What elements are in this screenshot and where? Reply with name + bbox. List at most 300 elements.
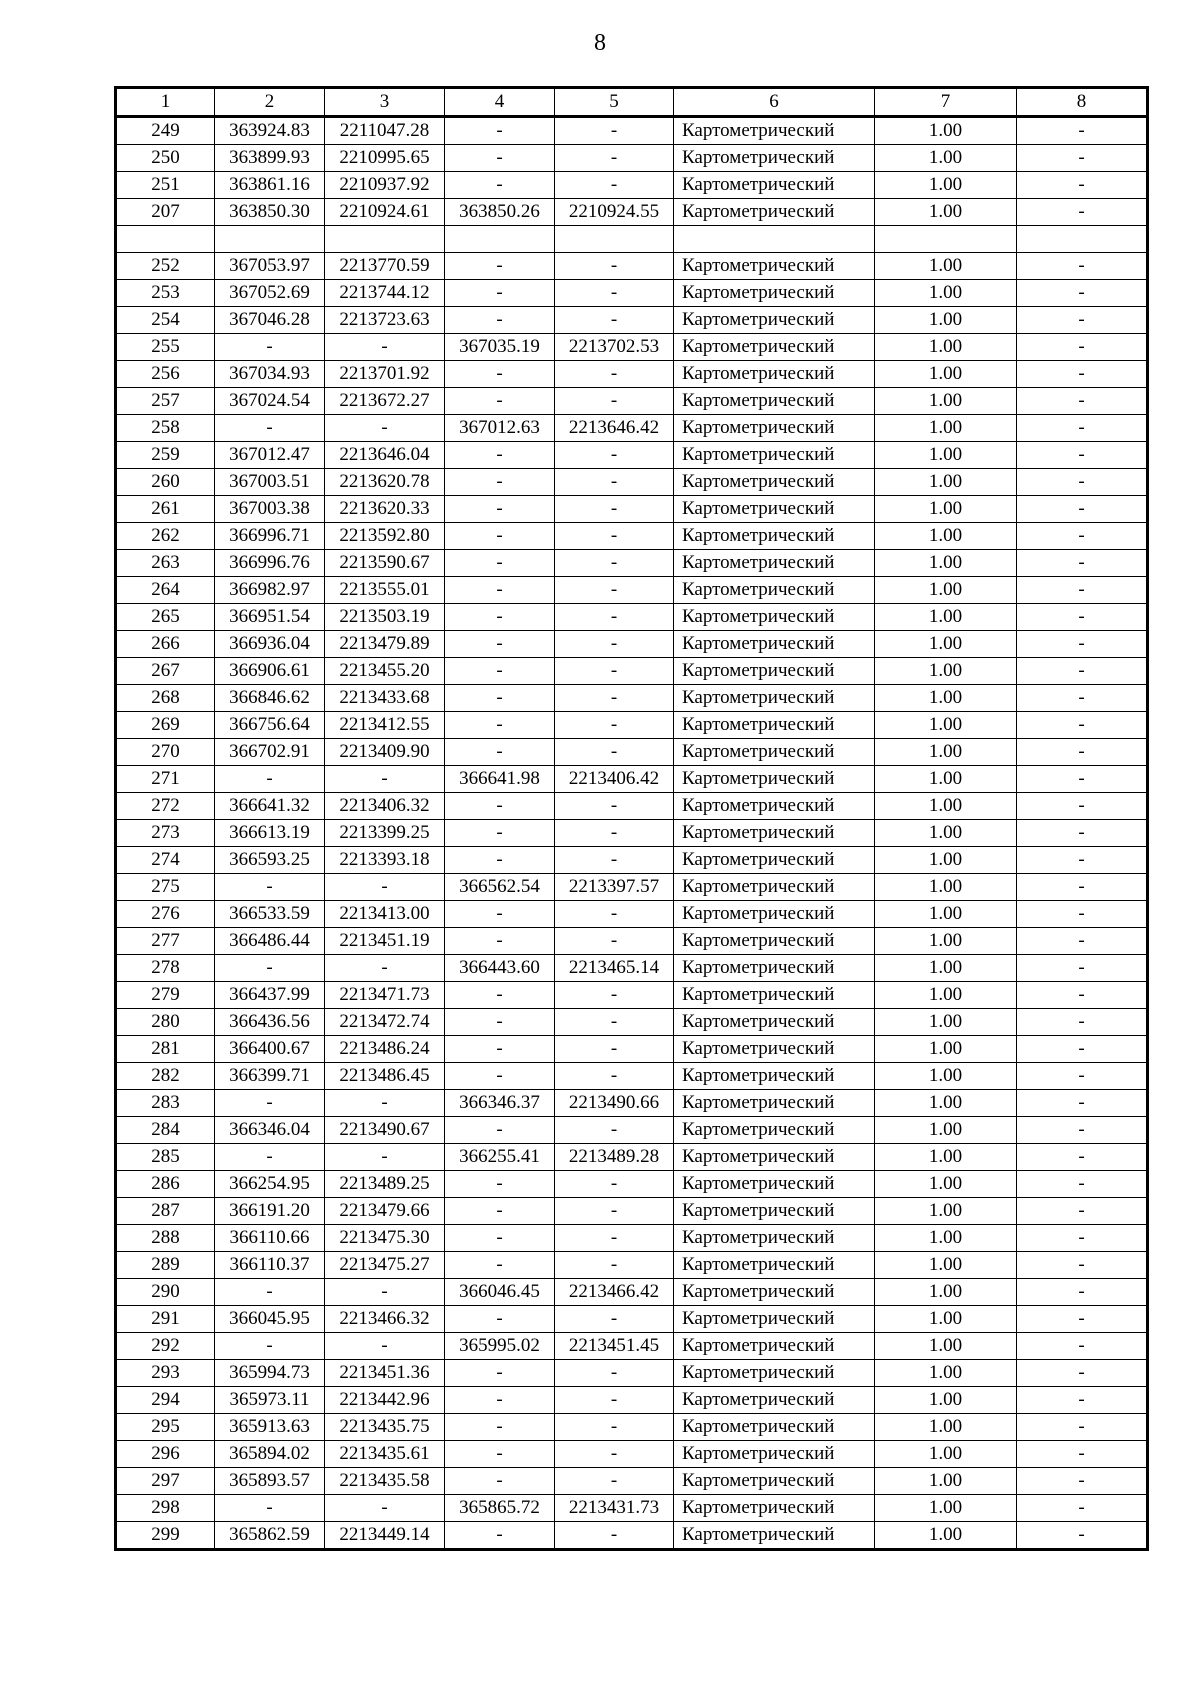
method-cell: Картометрический — [674, 820, 875, 847]
table-row — [116, 955, 1148, 982]
existing-y-cell: 2213475.27 — [325, 1252, 445, 1279]
point-number-cell: 249 — [116, 117, 215, 145]
accuracy-cell: 1.00 — [875, 820, 1017, 847]
existing-y-cell: 2213486.24 — [325, 1036, 445, 1063]
method-cell: Картометрический — [674, 1225, 875, 1252]
description-cell: - — [1017, 712, 1148, 739]
table-row — [116, 1225, 1148, 1252]
point-number-cell: 269 — [116, 712, 215, 739]
method-cell: Картометрический — [674, 793, 875, 820]
existing-y-cell: 2213393.18 — [325, 847, 445, 874]
point-number-cell: 270 — [116, 739, 215, 766]
existing-y-cell: - — [325, 1090, 445, 1117]
existing-x-cell: 365893.57 — [215, 1468, 325, 1495]
point-number-cell: 281 — [116, 1036, 215, 1063]
existing-x-cell: 366110.37 — [215, 1252, 325, 1279]
new-x-cell: - — [445, 982, 555, 1009]
new-y-cell: - — [555, 117, 674, 145]
point-number-cell: 254 — [116, 307, 215, 334]
new-x-cell: - — [445, 442, 555, 469]
new-x-cell: - — [445, 1036, 555, 1063]
coordinates-table — [114, 86, 1149, 1551]
point-number-cell: 266 — [116, 631, 215, 658]
column-header: 4 — [445, 88, 555, 117]
accuracy-cell: 1.00 — [875, 415, 1017, 442]
method-cell: Картометрический — [674, 577, 875, 604]
new-y-cell: 2213702.53 — [555, 334, 674, 361]
existing-y-cell: 2213466.32 — [325, 1306, 445, 1333]
existing-x-cell: 366400.67 — [215, 1036, 325, 1063]
existing-y-cell: 2213442.96 — [325, 1387, 445, 1414]
existing-y-cell: 2213413.00 — [325, 901, 445, 928]
existing-y-cell: 2213620.33 — [325, 496, 445, 523]
existing-y-cell: 2213435.58 — [325, 1468, 445, 1495]
new-y-cell: 2213431.73 — [555, 1495, 674, 1522]
method-cell: Картометрический — [674, 955, 875, 982]
existing-x-cell — [215, 226, 325, 253]
existing-y-cell: 2213475.30 — [325, 1225, 445, 1252]
table-body — [116, 117, 1148, 1550]
table-row — [116, 415, 1148, 442]
table-row — [116, 496, 1148, 523]
existing-y-cell: 2213472.74 — [325, 1009, 445, 1036]
method-cell: Картометрический — [674, 766, 875, 793]
table-row — [116, 1063, 1148, 1090]
description-cell: - — [1017, 982, 1148, 1009]
method-cell: Картометрический — [674, 1090, 875, 1117]
table-row — [116, 1360, 1148, 1387]
description-cell: - — [1017, 1144, 1148, 1171]
description-cell: - — [1017, 739, 1148, 766]
accuracy-cell: 1.00 — [875, 1522, 1017, 1550]
description-cell: - — [1017, 955, 1148, 982]
method-cell: Картометрический — [674, 739, 875, 766]
table-row — [116, 739, 1148, 766]
accuracy-cell: 1.00 — [875, 550, 1017, 577]
new-y-cell: - — [555, 361, 674, 388]
table-row — [116, 388, 1148, 415]
table-row — [116, 1198, 1148, 1225]
point-number-cell: 294 — [116, 1387, 215, 1414]
point-number-cell: 268 — [116, 685, 215, 712]
description-cell: - — [1017, 874, 1148, 901]
new-x-cell: 366443.60 — [445, 955, 555, 982]
accuracy-cell: 1.00 — [875, 577, 1017, 604]
accuracy-cell: 1.00 — [875, 1171, 1017, 1198]
new-x-cell: 366346.37 — [445, 1090, 555, 1117]
table-row — [116, 982, 1148, 1009]
method-cell: Картометрический — [674, 1414, 875, 1441]
new-y-cell: - — [555, 145, 674, 172]
description-cell: - — [1017, 631, 1148, 658]
new-y-cell: - — [555, 442, 674, 469]
existing-x-cell: 365894.02 — [215, 1441, 325, 1468]
description-cell: - — [1017, 117, 1148, 145]
description-cell: - — [1017, 1279, 1148, 1306]
description-cell: - — [1017, 442, 1148, 469]
new-x-cell: 366255.41 — [445, 1144, 555, 1171]
new-y-cell: - — [555, 1360, 674, 1387]
accuracy-cell: 1.00 — [875, 1009, 1017, 1036]
new-x-cell: - — [445, 1306, 555, 1333]
description-cell: - — [1017, 577, 1148, 604]
column-header: 6 — [674, 88, 875, 117]
point-number-cell: 260 — [116, 469, 215, 496]
accuracy-cell: 1.00 — [875, 1468, 1017, 1495]
existing-x-cell: 367053.97 — [215, 253, 325, 280]
existing-y-cell: 2213489.25 — [325, 1171, 445, 1198]
new-y-cell: - — [555, 847, 674, 874]
new-x-cell: - — [445, 1198, 555, 1225]
existing-x-cell: 366846.62 — [215, 685, 325, 712]
new-x-cell: - — [445, 145, 555, 172]
existing-y-cell: 2210995.65 — [325, 145, 445, 172]
table-row — [116, 793, 1148, 820]
point-number-cell: 275 — [116, 874, 215, 901]
table-row — [116, 1522, 1148, 1550]
accuracy-cell: 1.00 — [875, 172, 1017, 199]
column-header: 1 — [116, 88, 215, 117]
new-x-cell: 366562.54 — [445, 874, 555, 901]
description-cell: - — [1017, 928, 1148, 955]
new-y-cell: - — [555, 469, 674, 496]
new-y-cell: 2213490.66 — [555, 1090, 674, 1117]
existing-y-cell: 2213412.55 — [325, 712, 445, 739]
new-y-cell: - — [555, 172, 674, 199]
accuracy-cell: 1.00 — [875, 469, 1017, 496]
description-cell: - — [1017, 361, 1148, 388]
new-y-cell: 2213466.42 — [555, 1279, 674, 1306]
existing-x-cell: 365994.73 — [215, 1360, 325, 1387]
method-cell: Картометрический — [674, 145, 875, 172]
method-cell: Картометрический — [674, 199, 875, 226]
new-y-cell: - — [555, 388, 674, 415]
table-row — [116, 280, 1148, 307]
description-cell: - — [1017, 1387, 1148, 1414]
new-x-cell: - — [445, 685, 555, 712]
accuracy-cell: 1.00 — [875, 1063, 1017, 1090]
table-row — [116, 604, 1148, 631]
new-x-cell: - — [445, 280, 555, 307]
existing-x-cell: - — [215, 1495, 325, 1522]
point-number-cell: 262 — [116, 523, 215, 550]
new-y-cell: 2213465.14 — [555, 955, 674, 982]
point-number-cell: 285 — [116, 1144, 215, 1171]
new-x-cell: - — [445, 901, 555, 928]
method-cell: Картометрический — [674, 1117, 875, 1144]
point-number-cell: 293 — [116, 1360, 215, 1387]
table-row — [116, 550, 1148, 577]
method-cell: Картометрический — [674, 280, 875, 307]
new-y-cell: - — [555, 1009, 674, 1036]
new-y-cell: - — [555, 550, 674, 577]
new-y-cell: - — [555, 685, 674, 712]
description-cell: - — [1017, 388, 1148, 415]
new-y-cell: - — [555, 1306, 674, 1333]
accuracy-cell: 1.00 — [875, 117, 1017, 145]
point-number-cell: 280 — [116, 1009, 215, 1036]
new-x-cell: - — [445, 658, 555, 685]
method-cell: Картометрический — [674, 1387, 875, 1414]
method-cell: Картометрический — [674, 1279, 875, 1306]
accuracy-cell: 1.00 — [875, 1333, 1017, 1360]
new-x-cell: - — [445, 523, 555, 550]
new-y-cell: - — [555, 631, 674, 658]
existing-x-cell: - — [215, 955, 325, 982]
table-row — [116, 145, 1148, 172]
existing-y-cell: 2213435.61 — [325, 1441, 445, 1468]
existing-x-cell: - — [215, 1279, 325, 1306]
description-cell: - — [1017, 199, 1148, 226]
table-row — [116, 117, 1148, 145]
accuracy-cell: 1.00 — [875, 712, 1017, 739]
new-y-cell: - — [555, 253, 674, 280]
accuracy-cell: 1.00 — [875, 1279, 1017, 1306]
method-cell: Картометрический — [674, 928, 875, 955]
method-cell: Картометрический — [674, 685, 875, 712]
new-x-cell: - — [445, 1009, 555, 1036]
method-cell: Картометрический — [674, 1468, 875, 1495]
description-cell: - — [1017, 1495, 1148, 1522]
description-cell: - — [1017, 1441, 1148, 1468]
existing-x-cell: 365913.63 — [215, 1414, 325, 1441]
description-cell: - — [1017, 523, 1148, 550]
existing-x-cell: - — [215, 766, 325, 793]
existing-x-cell: 366936.04 — [215, 631, 325, 658]
accuracy-cell: 1.00 — [875, 1306, 1017, 1333]
description-cell: - — [1017, 1063, 1148, 1090]
accuracy-cell: 1.00 — [875, 145, 1017, 172]
table-row — [116, 469, 1148, 496]
accuracy-cell: 1.00 — [875, 1036, 1017, 1063]
accuracy-cell: 1.00 — [875, 1090, 1017, 1117]
existing-x-cell: 367003.51 — [215, 469, 325, 496]
accuracy-cell: 1.00 — [875, 1117, 1017, 1144]
method-cell: Картометрический — [674, 901, 875, 928]
new-x-cell: - — [445, 1387, 555, 1414]
point-number-cell: 264 — [116, 577, 215, 604]
existing-y-cell: 2213409.90 — [325, 739, 445, 766]
method-cell: Картометрический — [674, 117, 875, 145]
point-number-cell: 298 — [116, 1495, 215, 1522]
new-y-cell: - — [555, 1252, 674, 1279]
existing-y-cell: - — [325, 1279, 445, 1306]
table-row — [116, 1117, 1148, 1144]
accuracy-cell: 1.00 — [875, 955, 1017, 982]
new-y-cell: - — [555, 1171, 674, 1198]
existing-y-cell: 2213471.73 — [325, 982, 445, 1009]
table-row — [116, 1387, 1148, 1414]
point-number-cell: 284 — [116, 1117, 215, 1144]
description-cell: - — [1017, 1522, 1148, 1550]
point-number-cell: 273 — [116, 820, 215, 847]
new-x-cell: - — [445, 388, 555, 415]
method-cell: Картометрический — [674, 172, 875, 199]
table-row — [116, 307, 1148, 334]
accuracy-cell: 1.00 — [875, 901, 1017, 928]
table-row — [116, 253, 1148, 280]
point-number-cell: 288 — [116, 1225, 215, 1252]
point-number-cell: 252 — [116, 253, 215, 280]
description-cell: - — [1017, 496, 1148, 523]
new-y-cell — [555, 226, 674, 253]
method-cell: Картометрический — [674, 1171, 875, 1198]
accuracy-cell: 1.00 — [875, 334, 1017, 361]
new-x-cell: - — [445, 577, 555, 604]
table-row — [116, 442, 1148, 469]
accuracy-cell: 1.00 — [875, 280, 1017, 307]
existing-x-cell: 363850.30 — [215, 199, 325, 226]
existing-y-cell: 2213479.89 — [325, 631, 445, 658]
new-x-cell: - — [445, 1441, 555, 1468]
description-cell — [1017, 226, 1148, 253]
new-x-cell — [445, 226, 555, 253]
existing-y-cell: 2213399.25 — [325, 820, 445, 847]
point-number-cell: 287 — [116, 1198, 215, 1225]
new-x-cell: - — [445, 469, 555, 496]
new-y-cell: 2210924.55 — [555, 199, 674, 226]
point-number-cell: 295 — [116, 1414, 215, 1441]
header-row — [116, 88, 1148, 117]
new-y-cell: - — [555, 1414, 674, 1441]
existing-x-cell: - — [215, 874, 325, 901]
point-number-cell: 251 — [116, 172, 215, 199]
accuracy-cell: 1.00 — [875, 928, 1017, 955]
accuracy-cell: 1.00 — [875, 874, 1017, 901]
table-row — [116, 631, 1148, 658]
existing-y-cell: - — [325, 955, 445, 982]
point-number-cell: 274 — [116, 847, 215, 874]
new-x-cell: - — [445, 1414, 555, 1441]
column-header: 5 — [555, 88, 674, 117]
page-number: 8 — [594, 30, 606, 56]
existing-y-cell: 2211047.28 — [325, 117, 445, 145]
accuracy-cell — [875, 226, 1017, 253]
new-x-cell: - — [445, 1252, 555, 1279]
method-cell: Картометрический — [674, 442, 875, 469]
existing-x-cell: 367024.54 — [215, 388, 325, 415]
new-x-cell: - — [445, 739, 555, 766]
new-y-cell: - — [555, 1036, 674, 1063]
accuracy-cell: 1.00 — [875, 307, 1017, 334]
method-cell: Картометрический — [674, 496, 875, 523]
existing-x-cell: 367003.38 — [215, 496, 325, 523]
point-number-cell: 250 — [116, 145, 215, 172]
point-number-cell: 259 — [116, 442, 215, 469]
point-number-cell: 290 — [116, 1279, 215, 1306]
new-x-cell: - — [445, 847, 555, 874]
accuracy-cell: 1.00 — [875, 388, 1017, 415]
accuracy-cell: 1.00 — [875, 766, 1017, 793]
description-cell: - — [1017, 901, 1148, 928]
point-number-cell: 283 — [116, 1090, 215, 1117]
method-cell: Картометрический — [674, 469, 875, 496]
existing-x-cell: 367052.69 — [215, 280, 325, 307]
method-cell: Картометрический — [674, 847, 875, 874]
table-row — [116, 658, 1148, 685]
table-row — [116, 712, 1148, 739]
accuracy-cell: 1.00 — [875, 199, 1017, 226]
existing-y-cell: - — [325, 1144, 445, 1171]
point-number-cell: 256 — [116, 361, 215, 388]
table-row — [116, 1009, 1148, 1036]
accuracy-cell: 1.00 — [875, 442, 1017, 469]
description-cell: - — [1017, 766, 1148, 793]
accuracy-cell: 1.00 — [875, 1198, 1017, 1225]
existing-y-cell: - — [325, 415, 445, 442]
description-cell: - — [1017, 1036, 1148, 1063]
method-cell: Картометрический — [674, 712, 875, 739]
description-cell: - — [1017, 793, 1148, 820]
existing-x-cell: 366951.54 — [215, 604, 325, 631]
table-row — [116, 577, 1148, 604]
description-cell: - — [1017, 1414, 1148, 1441]
point-number-cell: 279 — [116, 982, 215, 1009]
new-y-cell: - — [555, 712, 674, 739]
existing-y-cell: 2213592.80 — [325, 523, 445, 550]
existing-x-cell: 366593.25 — [215, 847, 325, 874]
new-y-cell: 2213406.42 — [555, 766, 674, 793]
point-number-cell: 286 — [116, 1171, 215, 1198]
description-cell: - — [1017, 1225, 1148, 1252]
point-number-cell: 299 — [116, 1522, 215, 1550]
new-y-cell: 2213489.28 — [555, 1144, 674, 1171]
new-y-cell: - — [555, 820, 674, 847]
point-number-cell: 267 — [116, 658, 215, 685]
point-number-cell: 271 — [116, 766, 215, 793]
method-cell: Картометрический — [674, 1063, 875, 1090]
existing-y-cell: 2213451.36 — [325, 1360, 445, 1387]
table-row — [116, 1144, 1148, 1171]
method-cell: Картометрический — [674, 550, 875, 577]
new-x-cell: - — [445, 253, 555, 280]
method-cell: Картометрический — [674, 523, 875, 550]
description-cell: - — [1017, 145, 1148, 172]
new-x-cell: - — [445, 928, 555, 955]
method-cell: Картометрический — [674, 361, 875, 388]
table-row — [116, 1171, 1148, 1198]
existing-x-cell: 363924.83 — [215, 117, 325, 145]
point-number-cell: 276 — [116, 901, 215, 928]
new-y-cell: - — [555, 1063, 674, 1090]
table-row — [116, 1441, 1148, 1468]
new-y-cell: - — [555, 1198, 674, 1225]
existing-y-cell: 2213744.12 — [325, 280, 445, 307]
existing-y-cell: - — [325, 1495, 445, 1522]
table-row — [116, 1279, 1148, 1306]
description-cell: - — [1017, 1117, 1148, 1144]
table-row — [116, 874, 1148, 901]
existing-y-cell: 2213503.19 — [325, 604, 445, 631]
description-cell: - — [1017, 253, 1148, 280]
description-cell: - — [1017, 820, 1148, 847]
accuracy-cell: 1.00 — [875, 1225, 1017, 1252]
method-cell: Картометрический — [674, 1522, 875, 1550]
point-number-cell: 297 — [116, 1468, 215, 1495]
existing-y-cell: 2213723.63 — [325, 307, 445, 334]
new-x-cell: - — [445, 1225, 555, 1252]
new-y-cell: - — [555, 577, 674, 604]
existing-y-cell: 2213479.66 — [325, 1198, 445, 1225]
description-cell: - — [1017, 550, 1148, 577]
description-cell: - — [1017, 1171, 1148, 1198]
new-y-cell: - — [555, 280, 674, 307]
method-cell: Картометрический — [674, 658, 875, 685]
new-x-cell: - — [445, 550, 555, 577]
new-y-cell: - — [555, 928, 674, 955]
existing-x-cell: 366613.19 — [215, 820, 325, 847]
table-row — [116, 199, 1148, 226]
